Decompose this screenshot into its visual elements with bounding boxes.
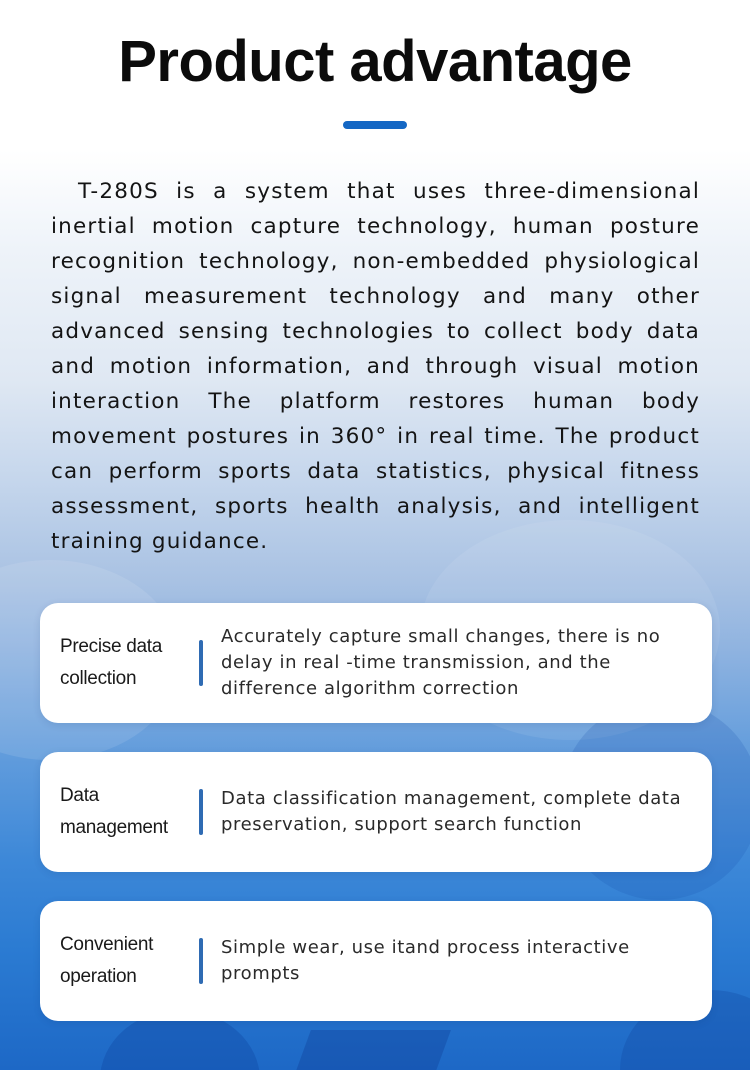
feature-description: Data classification management, complete data preservation, support search function [221,788,682,835]
feature-label: Convenient operation [60,934,154,987]
feature-card-data-management [40,752,712,872]
feature-divider [199,640,203,686]
feature-card-precise-data-collection [40,603,712,723]
page-title: Product advantage [118,29,632,94]
feature-card-convenient-operation [40,901,712,1021]
intro-paragraph: T-280S is a system that uses three-dimensional inertial motion capture technology, human posture recognition technology, non-embedded physiological signal measurement technology and many other advanced sensing technologies to collect body data and motion information, and through visual motion interaction The platform restores human body movement postures in 360° in real time. The product can perform sports data statistics, physical fitness assessment, sports health analysis, and intelligent training guidance. [51,179,700,554]
feature-label: Precise data collection [60,636,163,689]
feature-description: Accurately capture small changes, there is no delay in real -time transmission, and the difference algorithm correction [221,626,661,699]
title-underline [343,121,407,129]
feature-divider [199,938,203,984]
feature-description: Simple wear, use itand process interactive prompts [221,937,630,984]
feature-label: Data management [60,785,168,838]
feature-divider [199,789,203,835]
